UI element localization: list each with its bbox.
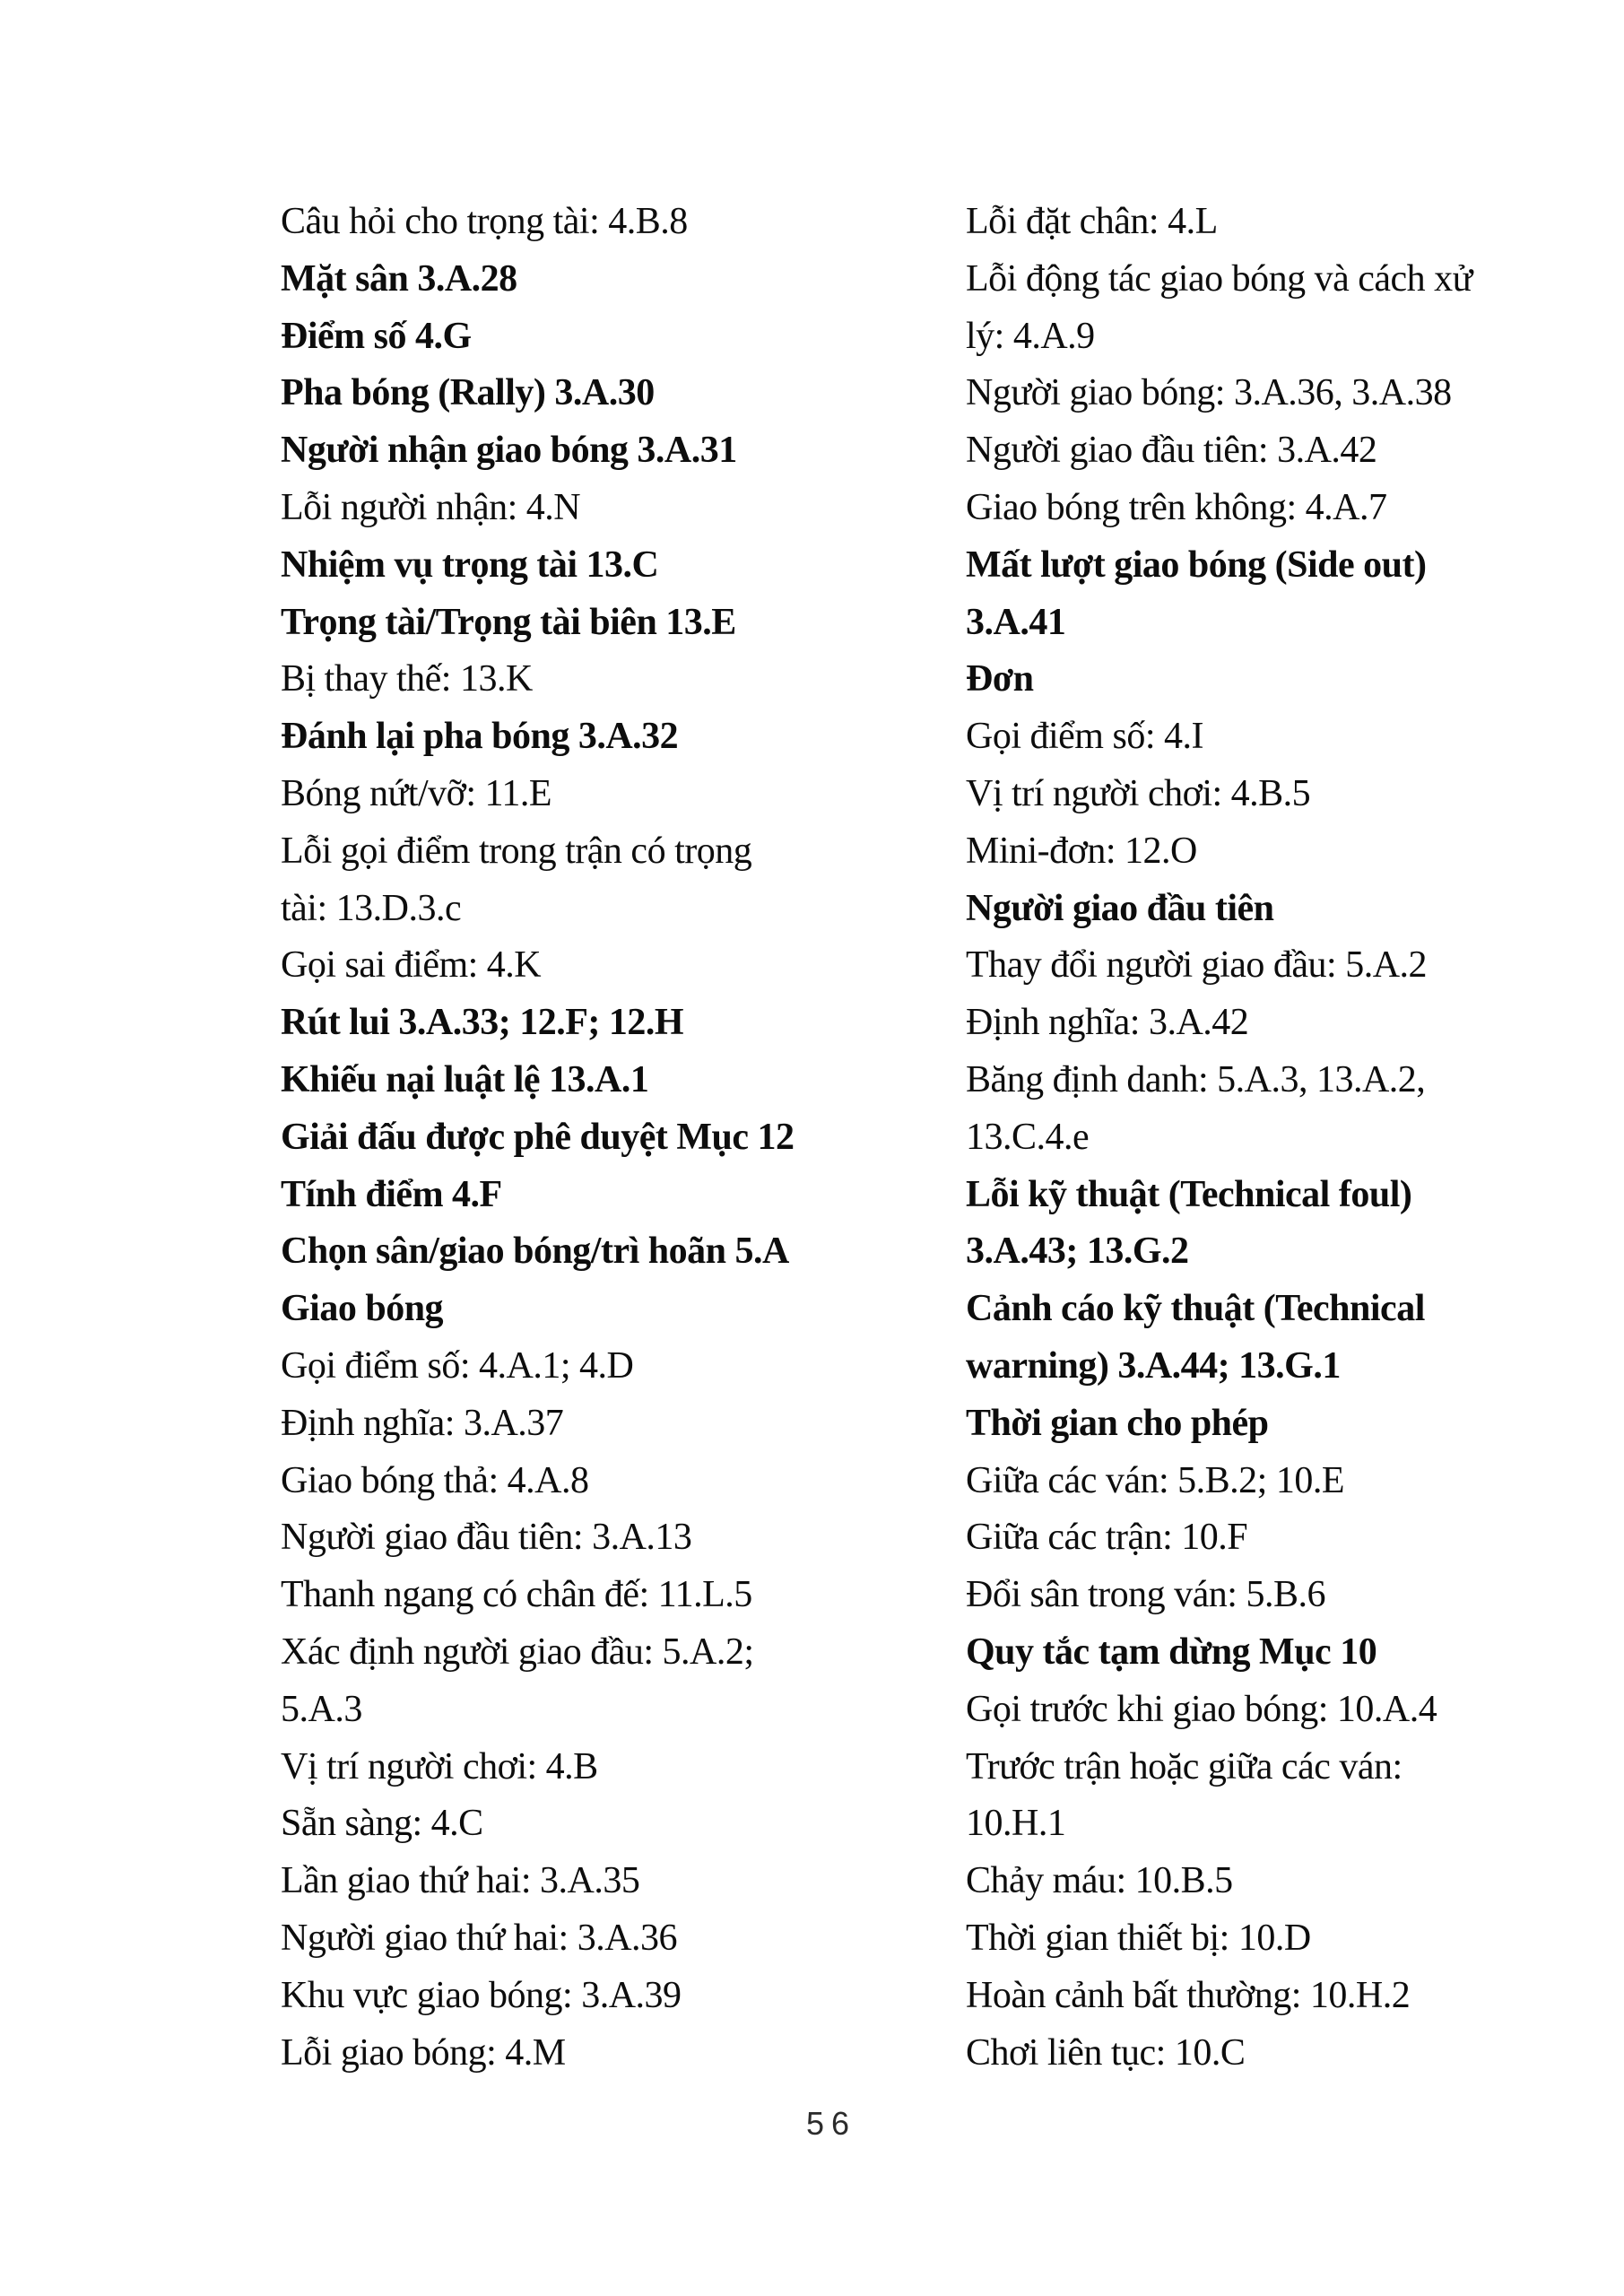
index-entry: Mất lượt giao bóng (Side out) [966,544,1427,586]
index-entry: Người giao đầu tiên [966,887,1274,929]
index-entry: Giao bóng trên không: 4.A.7 [966,486,1387,528]
index-entry: Cảnh cáo kỹ thuật (Technical [966,1288,1425,1330]
index-entry: 13.C.4.e [966,1116,1090,1158]
index-entry: Lỗi gọi điểm trong trận có trọng [281,830,752,872]
index-entry: Điểm số 4.G [281,315,472,357]
index-entry: Lần giao thứ hai: 3.A.35 [281,1860,640,1902]
index-entry: Giữa các trận: 10.F [966,1517,1248,1559]
index-entry: Chọn sân/giao bóng/trì hoãn 5.A [281,1231,789,1273]
index-entry: Lỗi động tác giao bóng và cách xử [966,257,1472,300]
index-entry: 5.A.3 [281,1688,362,1730]
index-entry: Mini-đơn: 12.O [966,830,1197,872]
index-entry: Khiếu nại luật lệ 13.A.1 [281,1058,649,1100]
index-entry: Thời gian cho phép [966,1402,1269,1444]
index-entry: Câu hỏi cho trọng tài: 4.B.8 [281,201,688,242]
index-entry: Người giao thứ hai: 3.A.36 [281,1917,678,1959]
index-entry: Định nghĩa: 3.A.37 [281,1402,564,1444]
index-column-right [966,194,1558,2082]
index-entry: Băng định danh: 5.A.3, 13.A.2, [966,1058,1426,1100]
index-entry: Lỗi đặt chân: 4.L [966,201,1218,242]
index-entry: Đơn [966,658,1034,700]
index-entry: Bị thay thế: 13.K [281,658,533,700]
index-entry: Quy tắc tạm dừng Mục 10 [966,1631,1377,1673]
index-entry: Giữa các ván: 5.B.2; 10.E [966,1459,1344,1501]
index-entry: Giao bóng thả: 4.A.8 [281,1459,589,1501]
index-entry: Gọi điểm số: 4.I [966,716,1203,758]
index-entry: Lỗi giao bóng: 4.M [281,2031,566,2074]
index-entry: Trọng tài/Trọng tài biên 13.E [281,601,736,643]
index-column-left [281,194,837,2082]
index-entry: Thanh ngang có chân đế: 11.L.5 [281,1574,752,1616]
index-entry: Chảy máu: 10.B.5 [966,1860,1233,1902]
index-entry: Người giao bóng: 3.A.36, 3.A.38 [966,372,1452,414]
index-entry: Gọi sai điểm: 4.K [281,944,542,987]
index-entry: Chơi liên tục: 10.C [966,2031,1246,2074]
index-entry: Lỗi kỹ thuật (Technical foul) [966,1173,1412,1215]
index-entry: tài: 13.D.3.c [281,887,462,929]
index-entry: 3.A.41 [966,601,1066,643]
index-entry: Mặt sân 3.A.28 [281,257,517,300]
index-entry: Giao bóng [281,1288,444,1330]
index-entry: Đánh lại pha bóng 3.A.32 [281,716,679,758]
index-entry: Sẵn sàng: 4.C [281,1803,483,1845]
index-entry: 10.H.1 [966,1803,1066,1845]
index-entry: Thay đổi người giao đầu: 5.A.2 [966,944,1428,987]
index-entry: Đổi sân trong ván: 5.B.6 [966,1574,1325,1616]
index-entry: lý: 4.A.9 [966,315,1095,357]
index-entry: Định nghĩa: 3.A.42 [966,1002,1249,1044]
index-entry: Nhiệm vụ trọng tài 13.C [281,544,659,586]
index-entry: Người giao đầu tiên: 3.A.13 [281,1517,692,1559]
index-entry: Pha bóng (Rally) 3.A.30 [281,372,655,414]
index-entry: Trước trận hoặc giữa các ván: [966,1745,1403,1787]
index-entry: Gọi trước khi giao bóng: 10.A.4 [966,1688,1437,1730]
index-entry: Gọi điểm số: 4.A.1; 4.D [281,1344,634,1387]
index-entry: Tính điểm 4.F [281,1173,502,1215]
index-entry: Người nhận giao bóng 3.A.31 [281,430,737,472]
index-entry: Lỗi người nhận: 4.N [281,486,581,528]
index-entry: Thời gian thiết bị: 10.D [966,1917,1311,1959]
index-entry: Bóng nứt/vỡ: 11.E [281,772,552,814]
page-number: 56 [805,2105,857,2142]
index-entry: 3.A.43; 13.G.2 [966,1231,1189,1273]
index-entry: Xác định người giao đầu: 5.A.2; [281,1631,754,1673]
index-entry: Vị trí người chơi: 4.B [281,1745,598,1787]
index-entry: warning) 3.A.44; 13.G.1 [966,1344,1341,1387]
index-entry: Người giao đầu tiên: 3.A.42 [966,430,1377,472]
index-entry: Khu vực giao bóng: 3.A.39 [281,1974,682,2016]
index-entry: Rút lui 3.A.33; 12.F; 12.H [281,1002,683,1044]
index-entry: Hoàn cảnh bất thường: 10.H.2 [966,1974,1411,2016]
index-entry: Vị trí người chơi: 4.B.5 [966,772,1311,814]
index-entry: Giải đấu được phê duyệt Mục 12 [281,1116,795,1158]
